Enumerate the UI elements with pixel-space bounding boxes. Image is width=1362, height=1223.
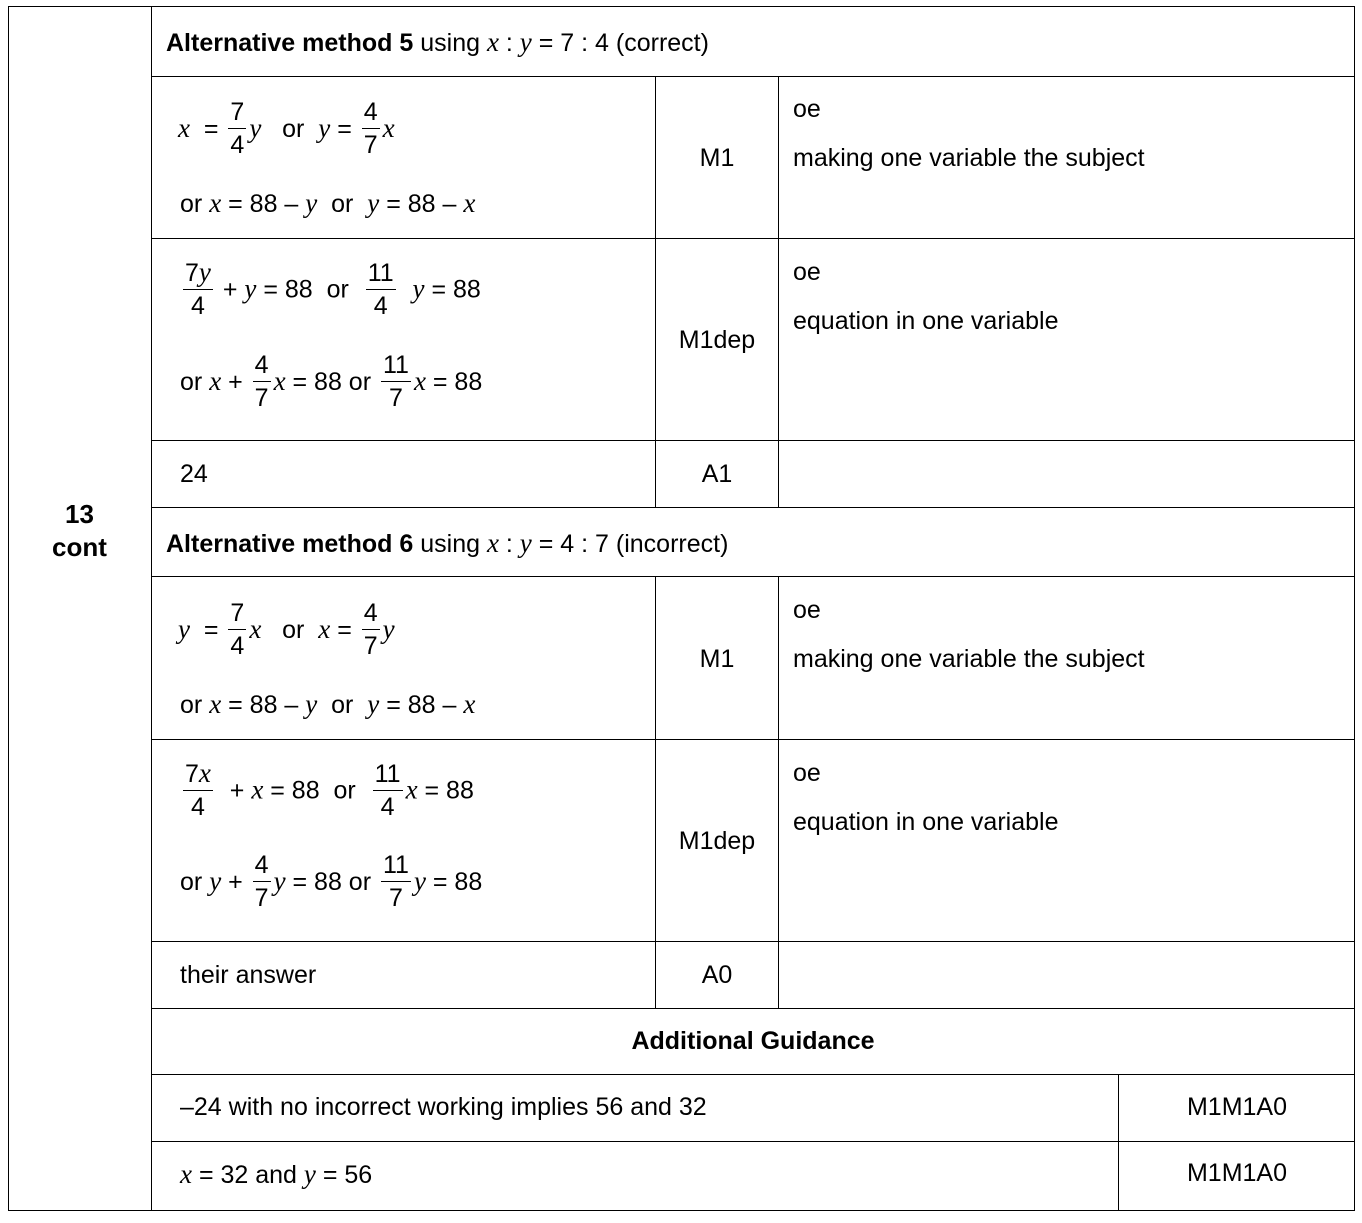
guidance-heading: Additional Guidance [631, 1027, 875, 1055]
row-divider [151, 576, 1355, 577]
method6-using: using [420, 530, 480, 558]
method5-using: using [420, 29, 480, 57]
row-divider [151, 739, 1355, 740]
m5-row1-mark: M1 [699, 144, 735, 172]
m6-row1-oe: oe [793, 596, 821, 624]
method6-heading [166, 528, 728, 559]
m6-row3-mark: A0 [701, 961, 733, 989]
m6-row1-comment: making one variable the subject [793, 645, 1145, 673]
m6-working-line2: or x = 88 – y or y = 88 – x [180, 689, 476, 719]
row-divider [151, 76, 1355, 77]
method5-title: Alternative method 5 [166, 29, 414, 57]
method6-title: Alternative method 6 [166, 530, 414, 558]
m6-working-line1: y = $\frac{7}{4}$ x or x = $\frac{4}{7}$ y [178, 599, 395, 660]
guidance-row2-mark: M1M1A0 [1186, 1159, 1288, 1187]
var-x: x [486, 528, 499, 558]
m6-row2-oe: oe [793, 759, 821, 787]
m6-row2-comment: equation in one variable [793, 808, 1059, 836]
row-divider [151, 1074, 1355, 1075]
var-x: x [180, 1159, 192, 1189]
m6-row1-mark: M1 [699, 645, 735, 673]
ratio-note: (correct) [615, 29, 709, 57]
table-border-bottom [8, 1210, 1355, 1211]
mark-column-divider [655, 576, 656, 1009]
question-number-suffix: cont [52, 532, 107, 562]
m5-row2-oe: oe [793, 258, 821, 286]
m5-row1-oe: oe [793, 95, 821, 123]
table-border-left [8, 6, 9, 1211]
row-divider [151, 507, 1355, 508]
m6-row2-mark: M1dep [678, 827, 756, 855]
var-y: y [303, 1159, 316, 1189]
comment-column-divider [778, 576, 779, 1009]
mark-column-divider [655, 76, 656, 508]
m5-row3-mark: A1 [701, 460, 733, 488]
m5-row1-comment: making one variable the subject [793, 144, 1145, 172]
m5-working-line2: or x = 88 – y or y = 88 – x [180, 188, 476, 218]
m5-working-line4: or x + $\frac{4}{7}$ x = 88 or $\frac{11}{7}$ x = 88 [180, 351, 483, 412]
m5-working-line1: x = $\frac{7}{4}$ y or y = $\frac{4}{7}$ x [178, 98, 395, 159]
m5-answer: 24 [180, 460, 208, 488]
ratio-value: = 4 : 7 [538, 530, 609, 558]
comment-column-divider [778, 76, 779, 508]
m5-working-line3: $\frac{7y}{4}$ + y = 88 or $\frac{11}{4}$ y = 88 [185, 257, 481, 320]
guidance-row2-mid: = 32 and [198, 1161, 297, 1189]
m6-working-line3: $\frac{7x}{4}$ + x = 88 or $\frac{11}{4}$ x = 88 [185, 758, 474, 821]
var-x: x [486, 27, 499, 57]
var-y: y [519, 528, 532, 558]
row-divider [151, 1008, 1355, 1009]
m6-answer: their answer [180, 961, 317, 989]
ratio-note: (incorrect) [615, 530, 729, 558]
m5-row2-comment: equation in one variable [793, 307, 1059, 335]
row-divider [151, 1141, 1355, 1142]
var-y: y [519, 27, 532, 57]
m5-row2-mark: M1dep [678, 326, 756, 354]
row-divider [151, 238, 1355, 239]
ratio-value: = 7 : 4 [538, 29, 609, 57]
method5-heading [166, 27, 709, 58]
table-border-top [8, 6, 1355, 7]
m6-working-line4: or y + $\frac{4}{7}$ y = 88 or $\frac{11}{7}$ y = 88 [180, 851, 483, 912]
guidance-row1-text: –24 with no incorrect working implies 56 and 32 [180, 1093, 707, 1121]
guidance-row1-mark: M1M1A0 [1186, 1093, 1288, 1121]
row-divider [151, 440, 1355, 441]
ratio-colon: : [505, 530, 513, 558]
guidance-row2-post: = 56 [322, 1161, 373, 1189]
question-number [8, 498, 151, 564]
ratio-colon: : [505, 29, 513, 57]
guidance-row2-text [180, 1159, 372, 1190]
question-number-value: 13 [65, 499, 94, 529]
row-divider [151, 941, 1355, 942]
